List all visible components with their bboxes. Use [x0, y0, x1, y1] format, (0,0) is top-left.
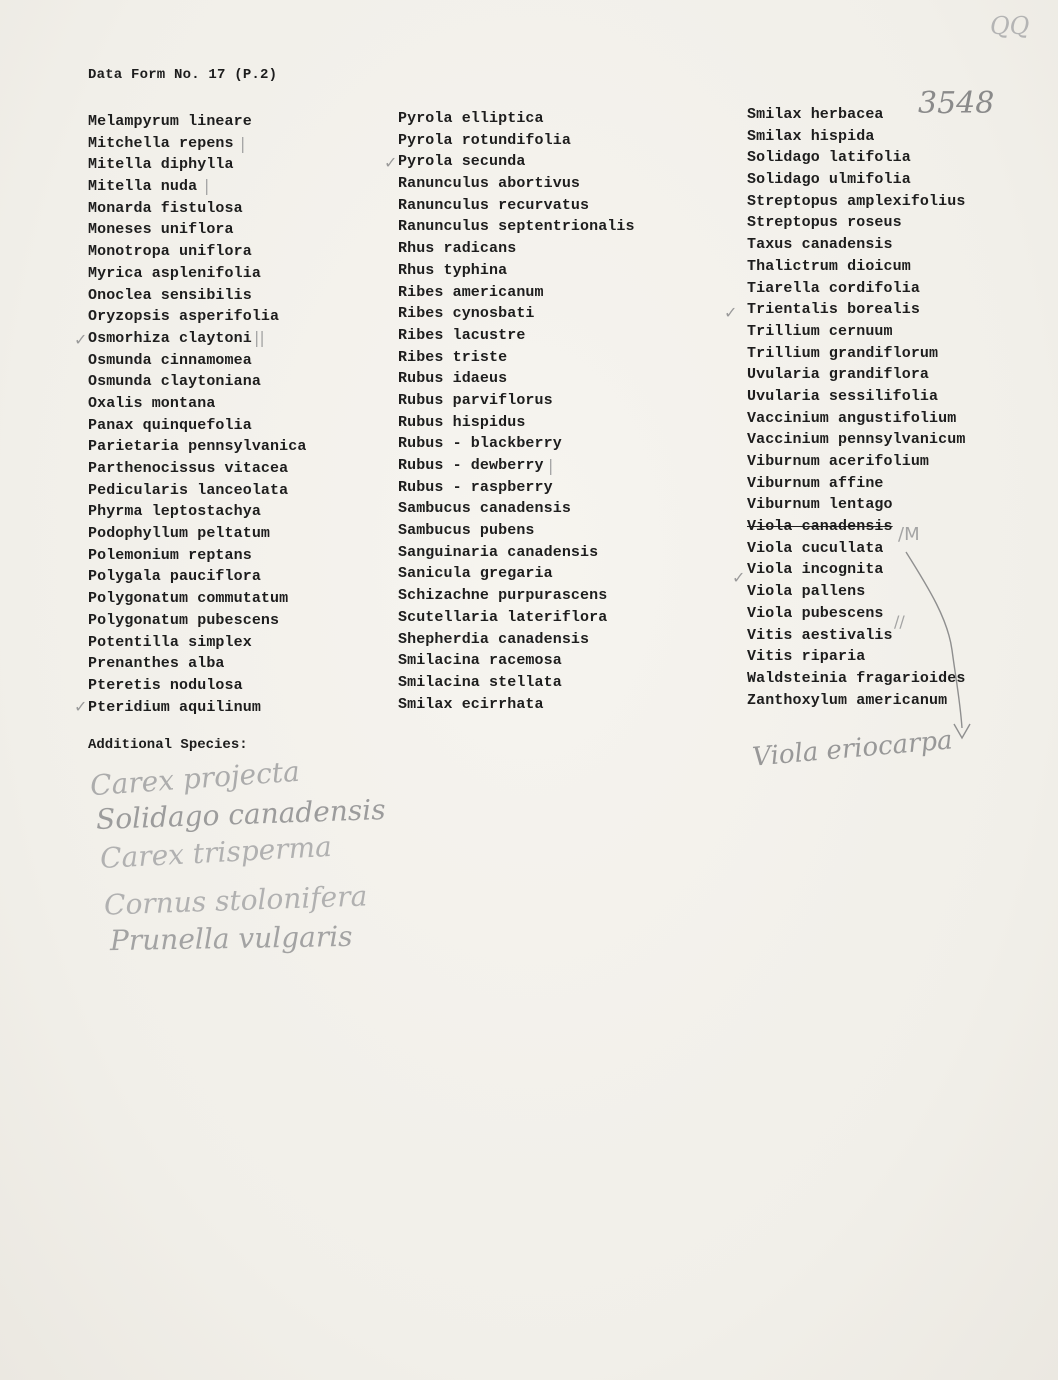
form-title: Data Form No. 17 (P.2) [88, 67, 278, 83]
species-item: Viburnum lentago [747, 496, 893, 514]
species-item: Ribes lacustre [398, 326, 526, 344]
species-item: Thalictrum dioicum [747, 257, 911, 275]
species-item: Polemonium reptans [88, 546, 252, 564]
species-item: Smilax ecirrhata [398, 695, 544, 713]
species-item: Viburnum acerifolium [747, 453, 930, 470]
species-item: Pyrola elliptica [398, 110, 544, 127]
handwritten-entry: Prunella vulgaris [109, 919, 353, 958]
species-item: Viola cucullata [747, 539, 884, 557]
species-item: Osmorhiza claytoni [88, 329, 252, 347]
species-item: Prenanthes alba [88, 655, 225, 673]
species-item: Streptopus roseus [747, 214, 902, 232]
species-item: Ranunculus recurvatus [398, 196, 590, 214]
species-item: Zanthoxylum americanum [747, 691, 948, 709]
species-item: Melampyrum lineare [88, 113, 252, 130]
species-item: Taxus canadensis [747, 236, 893, 254]
species-item: Rubus hispidus [398, 413, 526, 431]
check-mark-icon: ✓ [732, 568, 746, 587]
species-item: Ribes triste [398, 348, 508, 366]
species-item: Panax quinquefolia [88, 416, 252, 434]
tally-mark-icon: || [254, 328, 265, 347]
species-item: Moneses uniflora [88, 221, 234, 239]
margin-note: Viola eriocarpa [751, 725, 954, 773]
species-item: Pteridium aquilinum [88, 698, 261, 716]
species-item: Viola pubescens [747, 604, 884, 622]
species-item: Vaccinium pennsylvanicum [747, 431, 966, 449]
species-item: Potentilla simplex [88, 633, 252, 651]
species-item: Podophyllum peltatum [88, 525, 271, 543]
species-item: Vitis aestivalis [747, 626, 893, 644]
tally-mark-icon: | [204, 176, 210, 195]
species-item: Polygonatum pubescens [88, 611, 280, 629]
species-item: Rhus radicans [398, 240, 517, 258]
species-item: Rubus - blackberry [398, 435, 562, 453]
additional-species-label: Additional Species: [88, 737, 248, 753]
species-item: Phyrma leptostachya [88, 503, 261, 521]
species-item: Osmunda cinnamomea [88, 351, 252, 369]
species-item: Rubus parviflorus [398, 391, 553, 409]
species-item: Trientalis borealis [747, 301, 920, 319]
species-item: Sambucus pubens [398, 522, 535, 540]
species-item: Oryzopsis asperifolia [88, 308, 280, 326]
species-item: Ranunculus septentrionalis [398, 218, 635, 236]
tally-mark-icon: /M [898, 524, 920, 545]
species-item: Smilacina racemosa [398, 652, 562, 670]
handwritten-number: 3548 [918, 86, 995, 121]
tally-mark-icon: // [894, 612, 905, 631]
species-item: Uvularia grandiflora [747, 366, 930, 384]
species-item: Vitis riparia [747, 648, 866, 666]
species-item: Parthenocissus vitacea [88, 460, 289, 477]
species-item: Monotropa uniflora [88, 243, 252, 261]
species-item: Polygonatum commutatum [88, 590, 289, 608]
species-item: Ribes cynosbati [398, 305, 535, 323]
species-item: Pyrola secunda [398, 153, 526, 171]
species-item: Parietaria pennsylvanica [88, 438, 307, 456]
check-mark-icon: ✓ [74, 697, 88, 716]
check-mark-icon: ✓ [724, 303, 738, 322]
species-item: Waldsteinia fragarioides [747, 669, 966, 687]
species-item: Rubus idaeus [398, 370, 508, 388]
species-item: Trillium grandiflorum [747, 344, 939, 362]
species-item: Sambucus canadensis [398, 500, 571, 518]
corner-mark: QQ [990, 12, 1030, 40]
species-item: Viola canadensis [747, 518, 893, 536]
species-column-3 [747, 104, 965, 711]
species-item: Solidago ulmifolia [747, 171, 911, 189]
species-item: Polygala pauciflora [88, 568, 261, 586]
species-item: Mitella diphylla [88, 156, 234, 174]
species-item: Smilax hispida [747, 127, 875, 145]
species-item: Pteretis nodulosa [88, 676, 243, 694]
tally-mark-icon: | [240, 134, 246, 153]
species-item: Sanicula gregaria [398, 565, 553, 583]
handwritten-entry: Carex trisperma [99, 829, 333, 876]
species-item: Oxalis montana [88, 394, 216, 412]
species-item: Osmunda claytoniana [88, 373, 261, 391]
species-item: Sanguinaria canadensis [398, 543, 599, 561]
species-item: Mitella nuda [88, 178, 198, 196]
species-item: Viola pallens [747, 583, 866, 601]
species-item: Schizachne purpurascens [398, 587, 608, 605]
species-item: Viburnum affine [747, 474, 884, 492]
species-item: Tiarella cordifolia [747, 279, 920, 297]
species-item: Ribes americanum [398, 283, 544, 301]
species-item: Solidago latifolia [747, 149, 911, 167]
species-item: Smilacina stellata [398, 673, 562, 691]
species-item: Pyrola rotundifolia [398, 131, 571, 149]
species-item: Uvularia sessilifolia [747, 387, 939, 405]
species-item: Smilax herbacea [747, 106, 884, 123]
species-item: Scutellaria lateriflora [398, 608, 608, 626]
species-column-1 [88, 111, 306, 718]
species-item: Pedicularis lanceolata [88, 481, 289, 499]
species-column-2 [398, 108, 635, 715]
species-item: Rhus typhina [398, 261, 508, 279]
check-mark-icon: ✓ [384, 153, 398, 172]
handwritten-entry: Solidago canadensis [95, 792, 387, 837]
species-item: Shepherdia canadensis [398, 630, 590, 648]
handwritten-entry: Cornus stolonifera [103, 879, 368, 922]
species-item: Myrica asplenifolia [88, 264, 261, 282]
handwritten-entry: Carex projecta [89, 754, 301, 803]
species-item: Trillium cernuum [747, 322, 893, 340]
species-item: Rubus - raspberry [398, 478, 553, 496]
species-item: Onoclea sensibilis [88, 286, 252, 304]
species-item: Viola incognita [747, 561, 884, 579]
species-item: Mitchella repens [88, 134, 234, 152]
species-item: Rubus - dewberry [398, 457, 544, 474]
species-item: Vaccinium angustifolium [747, 409, 957, 427]
check-mark-icon: ✓ [74, 330, 88, 349]
species-item: Monarda fistulosa [88, 199, 243, 217]
tally-mark-icon: | [548, 456, 554, 475]
species-item: Streptopus amplexifolius [747, 192, 966, 210]
species-item: Ranunculus abortivus [398, 175, 581, 193]
